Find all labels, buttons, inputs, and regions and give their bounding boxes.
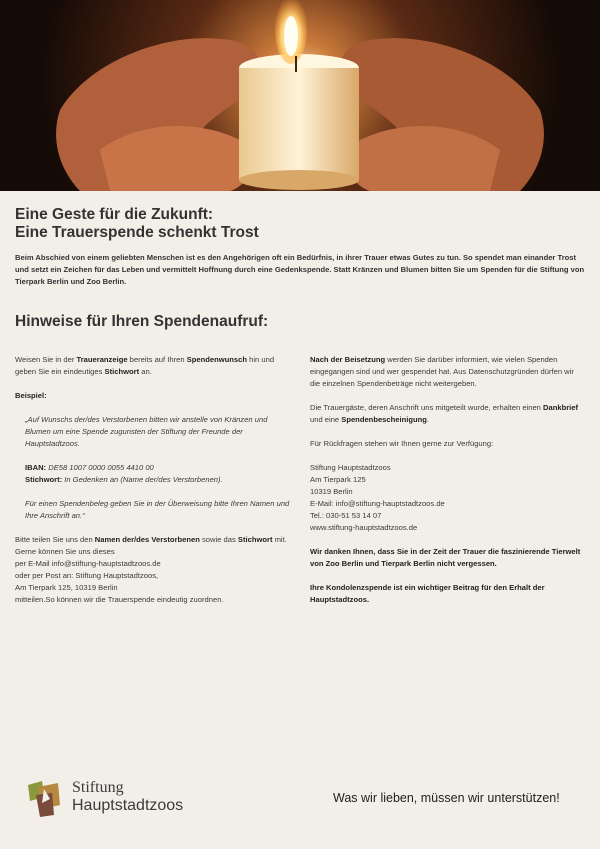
phone-line[interactable]: Tel.: 030-51 53 14 07 <box>310 511 382 520</box>
right-column <box>310 354 586 618</box>
address-line: 10319 Berlin <box>310 487 353 496</box>
iban-value: DE58 1007 0000 0055 4410 00 <box>46 463 154 472</box>
quote-text-2: Für einen Spendenbeleg geben Sie in der Überweisung bitte Ihren Namen und Ihre Anschrift an.“ <box>25 499 290 520</box>
stiftung-logo <box>24 779 204 819</box>
email-line[interactable]: E-Mail: info@stiftung-hauptstadtzoos.de <box>310 499 445 508</box>
example-label: Beispiel: <box>15 391 47 400</box>
stichwort-value: In Gedenken an (Name der/des Verstorbenen). <box>62 475 223 484</box>
title-line-2: Eine Trauerspende schenkt Trost <box>15 224 259 241</box>
quote-text-1: „Auf Wunschs der/des Verstorbenen bitten wir anstelle von Kränzen und Blumen um eine Spende zugunsten der Stiftung der Freunde der Hauptstadtzoos. <box>25 415 268 448</box>
contact-instruction: Bitte teilen Sie uns den Namen der/des Verstorbenen sowie das Stichwort mit. Gerne können Sie uns dieses per E-Mail info@stiftung-hauptstadtzoos.de oder per Post an: Stiftung Hauptstadtzoos, Am Tierpark 125, 10319 Berlin mitteilen.So können wir die Trauerspende eindeutig zuordnen. <box>15 535 287 604</box>
address-block <box>310 462 586 534</box>
questions-paragraph: Für Rückfragen stehen wir Ihnen gerne zur Verfügung: <box>310 439 494 448</box>
logo-line-1: Stiftung <box>72 779 124 796</box>
title-line-1: Eine Geste für die Zukunft: <box>15 206 214 223</box>
left-column <box>15 354 291 618</box>
website-line[interactable]: www.stiftung-hauptstadtzoos.de <box>310 523 418 532</box>
intro-paragraph: Beim Abschied von einem geliebten Menschen ist es den Angehörigen oft ein Bedürfnis, in ihrer Trauer etwas Gutes zu tun. So spendet man einander Trost und setzt ein Zeichen für das Leben und vermittelt Hoffnung durch eine Gedenkspende. Statt Kränzen und Blumen bitten Sie um Spenden für die Stiftung von Tierpark Berlin und Zoo Berlin. <box>15 253 585 286</box>
bank-details <box>25 462 291 486</box>
guests-paragraph: Die Trauergäste, deren Anschrift uns mitgeteilt wurde, erhalten einen Dankbrief und eine Spendenbescheinigung. <box>310 403 579 424</box>
notification-paragraph: Nach der Beisetzung werden Sie darüber informiert, wie vielen Spenden eingegangen sind und wer gespendet hat. Aus Datenschutzgründen dürfen wir die einzelnen Spendenbeträge nicht weitergeben. <box>310 355 574 388</box>
logo-wordmark <box>72 779 183 815</box>
candle-in-hands-icon <box>0 0 600 191</box>
hero-candle-image <box>0 0 600 191</box>
thanks-paragraph: Wir danken Ihnen, dass Sie in der Zeit der Trauer die faszinierende Tierwelt von Zoo Berlin und Tierpark Berlin nicht vergessen. <box>310 547 581 568</box>
section-title: Hinweise für Ihren Spendenaufruf: <box>15 313 269 330</box>
example-quote <box>25 414 291 522</box>
zoo-logo-icon <box>24 779 64 819</box>
page-title <box>15 206 259 242</box>
closing-paragraph: Ihre Kondolenzspende ist ein wichtiger Beitrag für den Erhalt der Hauptstadtzoos. <box>310 583 545 604</box>
logo-line-2: Hauptstadtzoos <box>72 797 184 814</box>
iban-label: IBAN: <box>25 463 47 472</box>
address-line: Am Tierpark 125 <box>310 475 366 484</box>
stichwort-label: Stichwort: <box>25 475 63 484</box>
address-line: Stiftung Hauptstadtzoos <box>310 463 391 472</box>
instruction-paragraph: Weisen Sie in der Traueranzeige bereits auf Ihren Spendenwunsch hin und geben Sie ein eindeutiges Stichwort an. <box>15 355 275 376</box>
footer-tagline: Was wir lieben, müssen wir unterstützen! <box>333 791 560 805</box>
